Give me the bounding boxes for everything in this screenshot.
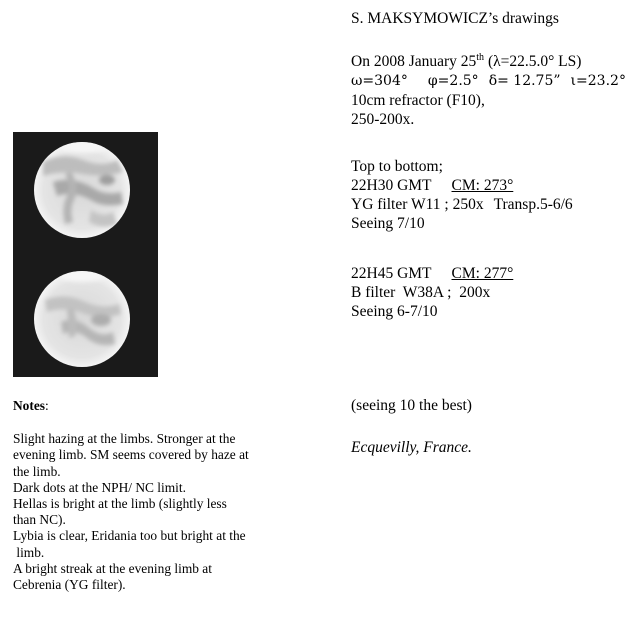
session-2-filter: B filter W38A ; 200x [351, 284, 491, 301]
mars-disk-top [34, 141, 130, 238]
session-1-cm: CM: 273° [451, 177, 514, 194]
session-1-transp: Transp.5-6/6 [493, 196, 573, 213]
seeing-note: (seeing 10 the best) [351, 397, 472, 414]
notes-section [13, 398, 313, 593]
notes-line: Dark dots at the NPH/ NC limit. [13, 479, 186, 495]
delta-value: δ= 12.75” [488, 73, 561, 89]
mars-drawings [13, 132, 158, 377]
notes-line: the limb. [13, 463, 61, 479]
session-1-filter: YG filter W11 ; 250x Transp.5-6/6 [351, 196, 573, 213]
session-2-cm: CM: 277° [451, 265, 514, 282]
notes-line: Cebrenia (YG filter). [13, 577, 126, 593]
session-1-seeing: Seeing 7/10 [351, 215, 425, 232]
omega-value: ω=304° [351, 73, 408, 89]
mars-drawings-image [13, 132, 158, 377]
mars-disk-bottom [34, 270, 130, 367]
phi-value: φ=2.5° [427, 73, 479, 89]
geometry-params [351, 71, 626, 91]
session-1 [351, 157, 573, 233]
session-2-seeing: Seeing 6-7/10 [351, 303, 438, 320]
notes-line: A bright streak at the evening limb at [13, 560, 212, 576]
instrument: 10cm refractor (F10), [351, 92, 485, 109]
observation-details [351, 52, 626, 129]
session-2 [351, 264, 513, 321]
order-note: Top to bottom; [351, 158, 443, 175]
notes-line: Lybia is clear, Eridania too but bright at the [13, 528, 246, 544]
notes-line: than NC). [13, 512, 66, 528]
location: Ecquevilly, France. [351, 439, 472, 456]
magnification: 250-200x. [351, 111, 415, 128]
notes-line: Hellas is bright at the limb (slightly less [13, 496, 227, 512]
observation-date: On 2008 January 25th (λ=22.5.0° LS) [351, 51, 582, 70]
iota-value: ι=23.2° [570, 73, 626, 89]
notes-line: limb. [13, 544, 45, 560]
notes-line: evening limb. SM seems covered by haze at [13, 447, 249, 463]
notes-lines [13, 431, 313, 593]
notes-heading: Notes: [13, 398, 49, 413]
page-title: S. MAKSYMOWICZ’s drawings [351, 10, 559, 27]
notes-line: Slight hazing at the limbs. Stronger at the [13, 431, 236, 447]
session-1-time: 22H30 GMT CM: 273° [351, 177, 514, 194]
session-2-time: 22H45 GMT CM: 277° [351, 265, 514, 282]
